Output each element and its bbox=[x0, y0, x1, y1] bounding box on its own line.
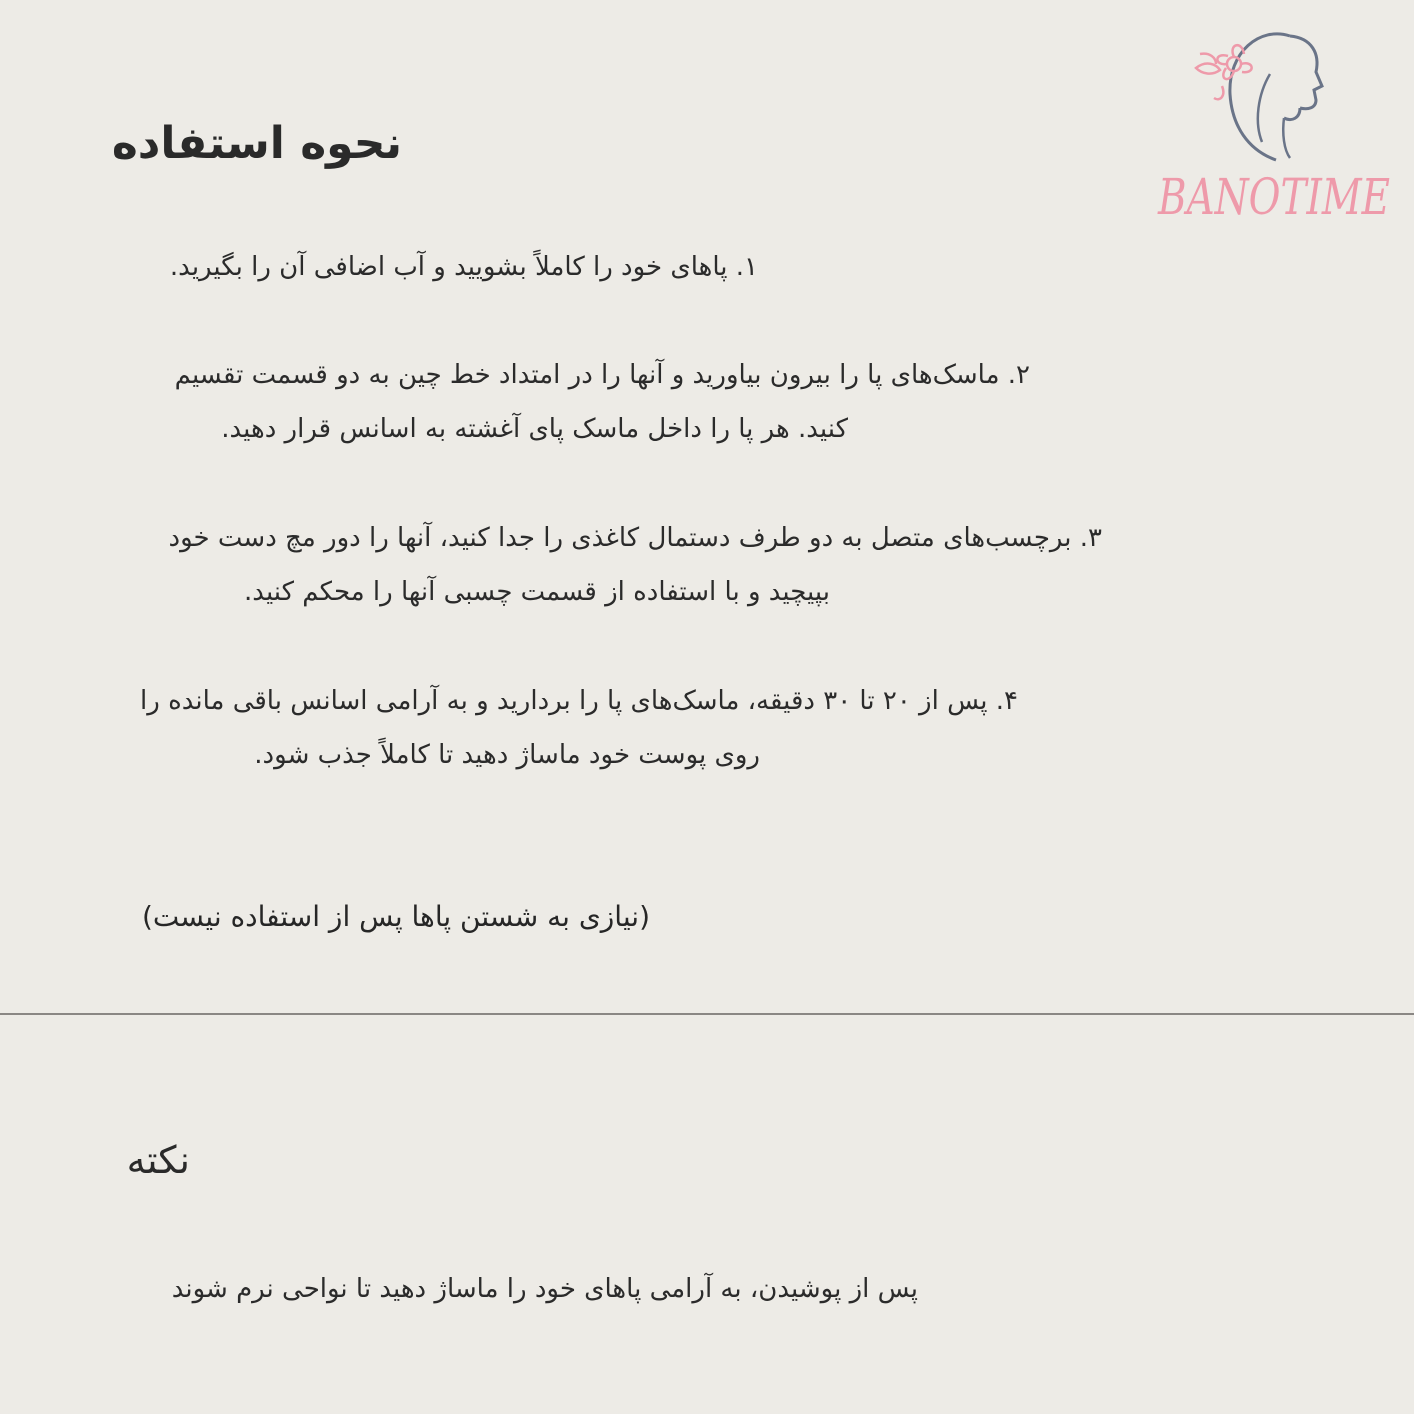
step-2-line-2: کنید. هر پا را داخل ماسک پای آغشته به اسانس قرار دهید. bbox=[221, 414, 848, 444]
brand-logo-text: BANOTIME bbox=[1157, 168, 1390, 226]
brand-logo bbox=[1150, 14, 1400, 234]
step-3-line-2: بپیچید و با استفاده از قسمت چسبی آنها را محکم کنید. bbox=[244, 577, 830, 607]
step-3 bbox=[118, 511, 1102, 619]
woman-profile-with-flower-icon bbox=[1196, 34, 1322, 160]
step-3-line-1: ۳. برچسب‌های متصل به دو طرف دستمال کاغذی را جدا کنید، آنها را دور مچ دست خود bbox=[168, 523, 1102, 553]
section-divider bbox=[0, 1013, 1414, 1015]
page-title: نحوه استفاده bbox=[111, 118, 402, 169]
note-title: نکته bbox=[126, 1138, 190, 1182]
step-2 bbox=[118, 348, 1030, 456]
step-1-text: ۱. پاهای خود را کاملاً بشویید و آب اضافی آن را بگیرید. bbox=[169, 252, 758, 282]
usage-footnote: (نیازی به شستن پاها پس از استفاده نیست) bbox=[141, 900, 650, 933]
note-text: پس از پوشیدن، به آرامی پاهای خود را ماساژ دهید تا نواحی نرم شوند bbox=[171, 1274, 918, 1304]
step-2-line-1: ۲. ماسک‌های پا را بیرون بیاورید و آنها را در امتداد خط چین به دو قسمت تقسیم bbox=[174, 360, 1030, 390]
step-4-line-2: روی پوست خود ماساژ دهید تا کاملاً جذب شود. bbox=[254, 740, 760, 770]
step-4 bbox=[118, 674, 1018, 782]
step-4-line-1: ۴. پس از ۲۰ تا ۳۰ دقیقه، ماسک‌های پا را بردارید و به آرامی اسانس باقی مانده را bbox=[140, 686, 1018, 716]
step-1 bbox=[118, 240, 758, 294]
